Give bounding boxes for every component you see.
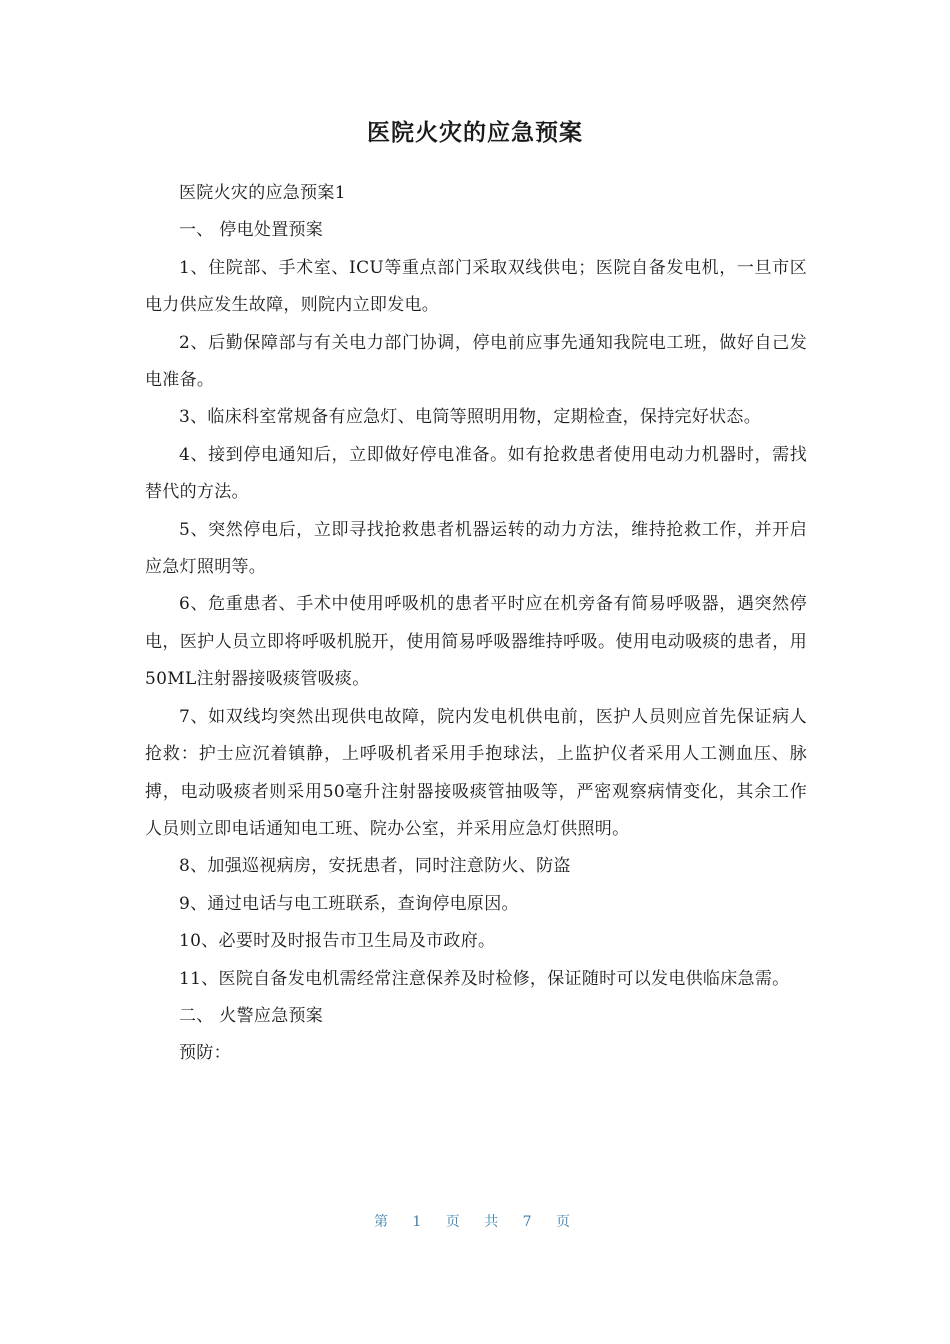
paragraph: 8、加强巡视病房，安抚患者，同时注意防火、防盗 bbox=[179, 856, 571, 877]
paragraph: 2、后勤保障部与有关电力部门协调，停电前应事先通知我院电工班，做好自己发电准备。 bbox=[145, 332, 807, 391]
section-heading-power-outage: 一、 停电处置预案 bbox=[179, 220, 324, 241]
paragraph: 11、医院自备发电机需经常注意保养及时检修，保证随时可以发电供临床急需。 bbox=[179, 968, 790, 989]
section-heading-plan-1: 医院火灾的应急预案1 bbox=[179, 183, 346, 203]
section-heading-fire-alarm: 二、 火警应急预案 bbox=[179, 1005, 324, 1026]
page-indicator: 第 1 页 共 7 页 bbox=[373, 1214, 577, 1230]
paragraph: 6、危重患者、手术中使用呼吸机的患者平时应在机旁备有简易呼吸器，遇突然停电，医护人员立即将呼吸机脱开，使用简易呼吸器维持呼吸。使用电动吸痰的患者，用50ML注射器接吸痰管吸痰。 bbox=[145, 594, 807, 690]
document-title: 医院火灾的应急预案 bbox=[367, 120, 583, 146]
paragraph: 5、突然停电后，立即寻找抢救患者机器运转的动力方法，维持抢救工作，并开启应急灯照明等。 bbox=[145, 519, 807, 578]
paragraph: 4、接到停电通知后，立即做好停电准备。如有抢救患者使用电动力机器时，需找替代的方法。 bbox=[145, 444, 807, 503]
paragraph: 10、必要时及时报告市卫生局及市政府。 bbox=[179, 931, 496, 952]
subheading-prevention: 预防： bbox=[179, 1043, 231, 1064]
paragraph: 7、如双线均突然出现供电故障，院内发电机供电前，医护人员则应首先保证病人抢救：护士应沉着镇静，上呼吸机者采用手抱球法，上监护仪者采用人工测血压、脉搏，电动吸痰者则采用50毫升注射器接吸痰管抽吸等，严密观察病情变化，其余工作人员则立即电话通知电工班、院办公室，并采用应急灯供照明。 bbox=[145, 706, 807, 839]
paragraph: 3、临床科室常规备有应急灯、电筒等照明用物，定期检查，保持完好状态。 bbox=[179, 407, 762, 428]
paragraph: 9、通过电话与电工班联系，查询停电原因。 bbox=[179, 893, 519, 914]
document-body bbox=[145, 175, 807, 1073]
paragraph: 1、住院部、手术室、ICU等重点部门采取双线供电；医院自备发电机，一旦市区电力供应发生故障，则院内立即发电。 bbox=[145, 257, 807, 316]
